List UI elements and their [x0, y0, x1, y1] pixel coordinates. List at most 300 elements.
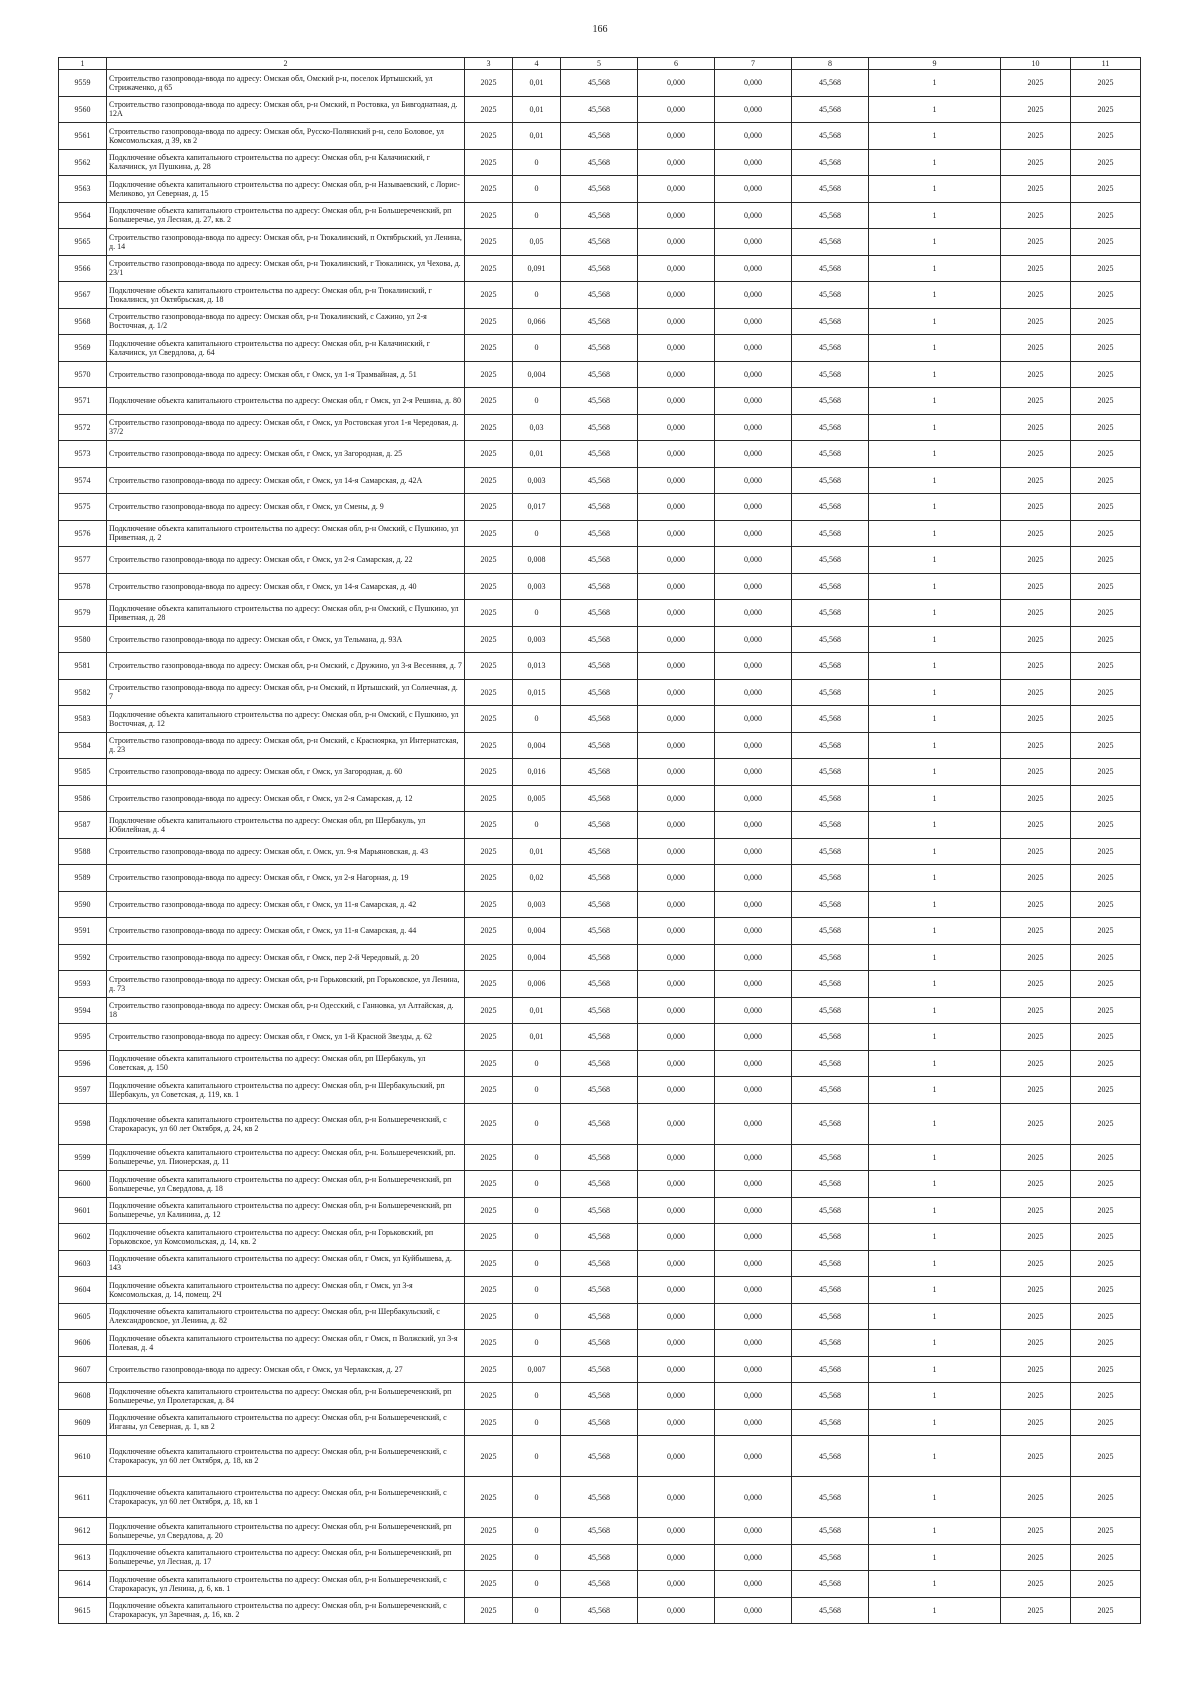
end-year-cell: 2025 [1071, 1383, 1141, 1410]
year-cell: 2025 [465, 1171, 513, 1198]
description-cell: Строительство газопровода-ввода по адресу: Омская обл, г Омск, ул 11-я Самарская, д. 42 [107, 891, 465, 918]
total-cell: 45,568 [792, 1597, 869, 1624]
start-year-cell: 2025 [1001, 944, 1071, 971]
cost-cell: 0,000 [638, 149, 715, 176]
cost-cell: 45,568 [561, 123, 638, 150]
cost-cell: 45,568 [561, 1144, 638, 1171]
row-number-cell: 9598 [59, 1103, 107, 1144]
length-cell: 0,066 [513, 308, 561, 335]
cost-cell: 45,568 [561, 149, 638, 176]
length-cell: 0 [513, 520, 561, 547]
start-year-cell: 2025 [1001, 255, 1071, 282]
cost-cell: 45,568 [561, 308, 638, 335]
cost-cell: 45,568 [561, 997, 638, 1024]
cost-cell: 0,000 [715, 1277, 792, 1304]
year-cell: 2025 [465, 865, 513, 892]
count-cell: 1 [869, 865, 1001, 892]
row-number-cell: 9583 [59, 706, 107, 733]
table-row [59, 547, 1141, 574]
row-number-cell: 9602 [59, 1224, 107, 1251]
count-cell: 1 [869, 679, 1001, 706]
start-year-cell: 2025 [1001, 361, 1071, 388]
count-cell: 1 [869, 653, 1001, 680]
table-row [59, 600, 1141, 627]
description-cell: Строительство газопровода-ввода по адресу: Омская обл, Омский р-н, поселок Иртышский, ул Стрижаченко, д 65 [107, 70, 465, 97]
description-cell: Подключение объекта капитального строительства по адресу: Омская обл, р-н Большереченский, с Старокарасук, ул Ленина, д. 6, кв. 1 [107, 1571, 465, 1598]
end-year-cell: 2025 [1071, 1171, 1141, 1198]
year-cell: 2025 [465, 1356, 513, 1383]
cost-cell: 45,568 [561, 1383, 638, 1410]
cost-cell: 0,000 [715, 1436, 792, 1477]
table-row [59, 706, 1141, 733]
table-row [59, 1303, 1141, 1330]
count-cell: 1 [869, 600, 1001, 627]
year-cell: 2025 [465, 335, 513, 362]
year-cell: 2025 [465, 971, 513, 998]
total-cell: 45,568 [792, 812, 869, 839]
table-row [59, 865, 1141, 892]
total-cell: 45,568 [792, 706, 869, 733]
year-cell: 2025 [465, 308, 513, 335]
cost-cell: 0,000 [638, 467, 715, 494]
cost-cell: 0,000 [715, 361, 792, 388]
end-year-cell: 2025 [1071, 123, 1141, 150]
length-cell: 0,008 [513, 547, 561, 574]
cost-cell: 0,000 [638, 1303, 715, 1330]
description-cell: Подключение объекта капитального строительства по адресу: Омская обл, р-н Большереченский, рп Большеречье, ул Свердлова, д. 18 [107, 1171, 465, 1198]
cost-cell: 0,000 [638, 759, 715, 786]
cost-cell: 0,000 [715, 202, 792, 229]
cost-cell: 45,568 [561, 1477, 638, 1518]
start-year-cell: 2025 [1001, 467, 1071, 494]
start-year-cell: 2025 [1001, 547, 1071, 574]
table-row [59, 1103, 1141, 1144]
cost-cell: 0,000 [715, 123, 792, 150]
end-year-cell: 2025 [1071, 1409, 1141, 1436]
row-number-cell: 9599 [59, 1144, 107, 1171]
total-cell: 45,568 [792, 1224, 869, 1251]
cost-cell: 45,568 [561, 388, 638, 415]
start-year-cell: 2025 [1001, 202, 1071, 229]
cost-cell: 0,000 [715, 1303, 792, 1330]
cost-cell: 45,568 [561, 1197, 638, 1224]
cost-cell: 45,568 [561, 1050, 638, 1077]
year-cell: 2025 [465, 1544, 513, 1571]
end-year-cell: 2025 [1071, 414, 1141, 441]
cost-cell: 0,000 [638, 335, 715, 362]
table-row [59, 1277, 1141, 1304]
length-cell: 0 [513, 1330, 561, 1357]
row-number-cell: 9573 [59, 441, 107, 468]
total-cell: 45,568 [792, 467, 869, 494]
row-number-cell: 9571 [59, 388, 107, 415]
description-cell: Строительство газопровода-ввода по адресу: Омская обл, р-н Горьковский, рп Горьковское, ул Ленина, д. 73 [107, 971, 465, 998]
year-cell: 2025 [465, 361, 513, 388]
description-cell: Подключение объекта капитального строительства по адресу: Омская обл, р-н Омский, с Пушкино, ул Приветная, д. 2 [107, 520, 465, 547]
year-cell: 2025 [465, 1518, 513, 1545]
length-cell: 0,004 [513, 361, 561, 388]
start-year-cell: 2025 [1001, 838, 1071, 865]
table-row [59, 679, 1141, 706]
row-number-cell: 9606 [59, 1330, 107, 1357]
cost-cell: 0,000 [715, 653, 792, 680]
table-row [59, 1024, 1141, 1051]
row-number-cell: 9563 [59, 176, 107, 203]
cost-cell: 45,568 [561, 1024, 638, 1051]
cost-cell: 45,568 [561, 1330, 638, 1357]
start-year-cell: 2025 [1001, 1224, 1071, 1251]
cost-cell: 45,568 [561, 1356, 638, 1383]
cost-cell: 0,000 [715, 388, 792, 415]
cost-cell: 0,000 [715, 229, 792, 256]
start-year-cell: 2025 [1001, 441, 1071, 468]
count-cell: 1 [869, 229, 1001, 256]
start-year-cell: 2025 [1001, 997, 1071, 1024]
cost-cell: 0,000 [638, 388, 715, 415]
length-cell: 0 [513, 1171, 561, 1198]
cost-cell: 45,568 [561, 759, 638, 786]
count-cell: 1 [869, 1477, 1001, 1518]
year-cell: 2025 [465, 1571, 513, 1598]
total-cell: 45,568 [792, 865, 869, 892]
cost-cell: 0,000 [638, 573, 715, 600]
cost-cell: 0,000 [638, 176, 715, 203]
year-cell: 2025 [465, 202, 513, 229]
end-year-cell: 2025 [1071, 653, 1141, 680]
table-row [59, 1518, 1141, 1545]
table-row [59, 971, 1141, 998]
length-cell: 0 [513, 149, 561, 176]
description-cell: Подключение объекта капитального строительства по адресу: Омская обл, р-н Большереченский, с Старокарасук, ул 60 лет Октября, д. 18, кв 2 [107, 1436, 465, 1477]
cost-cell: 45,568 [561, 918, 638, 945]
total-cell: 45,568 [792, 1171, 869, 1198]
cost-cell: 45,568 [561, 70, 638, 97]
description-cell: Подключение объекта капитального строительства по адресу: Омская обл, р-н Горьковский, рп Горьковское, ул Комсомольская, д. 14, кв. 2 [107, 1224, 465, 1251]
start-year-cell: 2025 [1001, 1197, 1071, 1224]
column-header: 2 [107, 58, 465, 70]
description-cell: Строительство газопровода-ввода по адресу: Омская обл, г Омск, ул 1-й Красной Звезды, д. 62 [107, 1024, 465, 1051]
length-cell: 0 [513, 1383, 561, 1410]
length-cell: 0,091 [513, 255, 561, 282]
count-cell: 1 [869, 282, 1001, 309]
count-cell: 1 [869, 706, 1001, 733]
year-cell: 2025 [465, 944, 513, 971]
year-cell: 2025 [465, 1436, 513, 1477]
description-cell: Строительство газопровода-ввода по адресу: Омская обл, г Омск, ул 11-я Самарская, д. 44 [107, 918, 465, 945]
table-row [59, 335, 1141, 362]
end-year-cell: 2025 [1071, 229, 1141, 256]
cost-cell: 0,000 [638, 1144, 715, 1171]
row-number-cell: 9567 [59, 282, 107, 309]
description-cell: Подключение объекта капитального строительства по адресу: Омская обл, р-н Омский, с Пушкино, ул Приветная, д. 28 [107, 600, 465, 627]
cost-cell: 0,000 [638, 971, 715, 998]
table-row [59, 149, 1141, 176]
length-cell: 0,003 [513, 467, 561, 494]
cost-cell: 0,000 [638, 1050, 715, 1077]
cost-cell: 0,000 [715, 971, 792, 998]
start-year-cell: 2025 [1001, 335, 1071, 362]
year-cell: 2025 [465, 414, 513, 441]
total-cell: 45,568 [792, 732, 869, 759]
cost-cell: 0,000 [715, 812, 792, 839]
end-year-cell: 2025 [1071, 1250, 1141, 1277]
description-cell: Подключение объекта капитального строительства по адресу: Омская обл, р-н Большереченский, с Старокарасук, ул 60 лет Октября, д. 18, кв 1 [107, 1477, 465, 1518]
year-cell: 2025 [465, 1277, 513, 1304]
count-cell: 1 [869, 1050, 1001, 1077]
table-row [59, 229, 1141, 256]
row-number-cell: 9562 [59, 149, 107, 176]
description-cell: Подключение объекта капитального строительства по адресу: Омская обл, г Омск, ул 2-я Решина, д. 80 [107, 388, 465, 415]
cost-cell: 0,000 [715, 759, 792, 786]
count-cell: 1 [869, 1436, 1001, 1477]
cost-cell: 0,000 [638, 918, 715, 945]
description-cell: Подключение объекта капитального строительства по адресу: Омская обл, г Омск, ул Куйбышева, д. 143 [107, 1250, 465, 1277]
start-year-cell: 2025 [1001, 706, 1071, 733]
count-cell: 1 [869, 1224, 1001, 1251]
cost-cell: 45,568 [561, 891, 638, 918]
column-header: 5 [561, 58, 638, 70]
row-number-cell: 9566 [59, 255, 107, 282]
length-cell: 0 [513, 1477, 561, 1518]
start-year-cell: 2025 [1001, 70, 1071, 97]
cost-cell: 45,568 [561, 1436, 638, 1477]
count-cell: 1 [869, 1571, 1001, 1598]
count-cell: 1 [869, 414, 1001, 441]
description-cell: Подключение объекта капитального строительства по адресу: Омская обл, р-н Шербакульский, рп Шербакуль, ул Советская, д. 119, кв. 1 [107, 1077, 465, 1104]
table-row [59, 1330, 1141, 1357]
start-year-cell: 2025 [1001, 1597, 1071, 1624]
end-year-cell: 2025 [1071, 1050, 1141, 1077]
length-cell: 0,03 [513, 414, 561, 441]
end-year-cell: 2025 [1071, 785, 1141, 812]
total-cell: 45,568 [792, 1383, 869, 1410]
cost-cell: 0,000 [715, 1024, 792, 1051]
start-year-cell: 2025 [1001, 865, 1071, 892]
total-cell: 45,568 [792, 1330, 869, 1357]
cost-cell: 0,000 [715, 1224, 792, 1251]
cost-cell: 0,000 [715, 918, 792, 945]
count-cell: 1 [869, 1330, 1001, 1357]
row-number-cell: 9615 [59, 1597, 107, 1624]
cost-cell: 0,000 [638, 70, 715, 97]
year-cell: 2025 [465, 1077, 513, 1104]
column-header: 10 [1001, 58, 1071, 70]
table-row [59, 918, 1141, 945]
table-row [59, 1077, 1141, 1104]
length-cell: 0 [513, 1518, 561, 1545]
row-number-cell: 9584 [59, 732, 107, 759]
count-cell: 1 [869, 918, 1001, 945]
description-cell: Строительство газопровода-ввода по адресу: Омская обл, г Омск, ул Тельмана, д. 93А [107, 626, 465, 653]
count-cell: 1 [869, 1197, 1001, 1224]
count-cell: 1 [869, 785, 1001, 812]
length-cell: 0,004 [513, 944, 561, 971]
length-cell: 0 [513, 388, 561, 415]
count-cell: 1 [869, 1024, 1001, 1051]
cost-cell: 0,000 [638, 308, 715, 335]
cost-cell: 0,000 [638, 1024, 715, 1051]
cost-cell: 0,000 [638, 1597, 715, 1624]
row-number-cell: 9605 [59, 1303, 107, 1330]
length-cell: 0 [513, 1144, 561, 1171]
end-year-cell: 2025 [1071, 865, 1141, 892]
start-year-cell: 2025 [1001, 1436, 1071, 1477]
cost-cell: 45,568 [561, 282, 638, 309]
total-cell: 45,568 [792, 1303, 869, 1330]
cost-cell: 45,568 [561, 1544, 638, 1571]
cost-cell: 45,568 [561, 441, 638, 468]
count-cell: 1 [869, 149, 1001, 176]
table-row [59, 308, 1141, 335]
end-year-cell: 2025 [1071, 547, 1141, 574]
start-year-cell: 2025 [1001, 229, 1071, 256]
year-cell: 2025 [465, 1409, 513, 1436]
year-cell: 2025 [465, 282, 513, 309]
length-cell: 0,01 [513, 838, 561, 865]
length-cell: 0,05 [513, 229, 561, 256]
cost-cell: 0,000 [715, 838, 792, 865]
length-cell: 0,02 [513, 865, 561, 892]
table-row [59, 1224, 1141, 1251]
row-number-cell: 9609 [59, 1409, 107, 1436]
row-number-cell: 9564 [59, 202, 107, 229]
count-cell: 1 [869, 971, 1001, 998]
cost-cell: 0,000 [638, 1103, 715, 1144]
start-year-cell: 2025 [1001, 1050, 1071, 1077]
row-number-cell: 9569 [59, 335, 107, 362]
cost-cell: 0,000 [638, 547, 715, 574]
year-cell: 2025 [465, 494, 513, 521]
year-cell: 2025 [465, 96, 513, 123]
start-year-cell: 2025 [1001, 176, 1071, 203]
length-cell: 0,005 [513, 785, 561, 812]
cost-cell: 0,000 [638, 1197, 715, 1224]
total-cell: 45,568 [792, 891, 869, 918]
total-cell: 45,568 [792, 944, 869, 971]
table-row [59, 1383, 1141, 1410]
cost-cell: 0,000 [638, 255, 715, 282]
year-cell: 2025 [465, 918, 513, 945]
count-cell: 1 [869, 308, 1001, 335]
total-cell: 45,568 [792, 626, 869, 653]
length-cell: 0,01 [513, 441, 561, 468]
row-number-cell: 9603 [59, 1250, 107, 1277]
row-number-cell: 9570 [59, 361, 107, 388]
cost-cell: 45,568 [561, 626, 638, 653]
count-cell: 1 [869, 626, 1001, 653]
start-year-cell: 2025 [1001, 520, 1071, 547]
description-cell: Подключение объекта капитального строительства по адресу: Омская обл, р-н Омский, с Пушкино, ул Восточная, д. 12 [107, 706, 465, 733]
year-cell: 2025 [465, 573, 513, 600]
cost-cell: 45,568 [561, 255, 638, 282]
row-number-cell: 9601 [59, 1197, 107, 1224]
total-cell: 45,568 [792, 1571, 869, 1598]
length-cell: 0,015 [513, 679, 561, 706]
table-row [59, 1436, 1141, 1477]
description-cell: Строительство газопровода-ввода по адресу: Омская обл, р-н Омский, п Ростовка, ул Бивгоднатная, д. 12А [107, 96, 465, 123]
length-cell: 0 [513, 282, 561, 309]
end-year-cell: 2025 [1071, 732, 1141, 759]
end-year-cell: 2025 [1071, 70, 1141, 97]
description-cell: Строительство газопровода-ввода по адресу: Омская обл, г Омск, ул 14-я Самарская, д. 40 [107, 573, 465, 600]
cost-cell: 45,568 [561, 520, 638, 547]
count-cell: 1 [869, 944, 1001, 971]
length-cell: 0,016 [513, 759, 561, 786]
start-year-cell: 2025 [1001, 1571, 1071, 1598]
total-cell: 45,568 [792, 1356, 869, 1383]
description-cell: Строительство газопровода-ввода по адресу: Омская обл, г Омск, ул 2-я Нагорная, д. 19 [107, 865, 465, 892]
end-year-cell: 2025 [1071, 812, 1141, 839]
total-cell: 45,568 [792, 202, 869, 229]
count-cell: 1 [869, 335, 1001, 362]
year-cell: 2025 [465, 838, 513, 865]
end-year-cell: 2025 [1071, 891, 1141, 918]
table-row [59, 1171, 1141, 1198]
cost-cell: 0,000 [715, 494, 792, 521]
row-number-cell: 9579 [59, 600, 107, 627]
length-cell: 0 [513, 202, 561, 229]
count-cell: 1 [869, 96, 1001, 123]
description-cell: Подключение объекта капитального строительства по адресу: Омская обл, рп Шербакуль, ул Советская, д. 150 [107, 1050, 465, 1077]
cost-cell: 45,568 [561, 732, 638, 759]
end-year-cell: 2025 [1071, 1571, 1141, 1598]
description-cell: Подключение объекта капитального строительства по адресу: Омская обл, г Омск, ул 3-я Комсомольская, д. 14, помещ. 2Ч [107, 1277, 465, 1304]
count-cell: 1 [869, 494, 1001, 521]
description-cell: Подключение объекта капитального строительства по адресу: Омская обл, р-н Большереченский, рп Большеречье, ул Калинина, д. 12 [107, 1197, 465, 1224]
year-cell: 2025 [465, 149, 513, 176]
cost-cell: 45,568 [561, 944, 638, 971]
length-cell: 0,007 [513, 1356, 561, 1383]
row-number-cell: 9561 [59, 123, 107, 150]
description-cell: Подключение объекта капитального строительства по адресу: Омская обл, р-н Калачинский, г Калачинск, ул Пушкина, д. 28 [107, 149, 465, 176]
description-cell: Строительство газопровода-ввода по адресу: Омская обл, г Омск, ул Загородная, д. 25 [107, 441, 465, 468]
cost-cell: 0,000 [638, 997, 715, 1024]
length-cell: 0,01 [513, 96, 561, 123]
row-number-cell: 9604 [59, 1277, 107, 1304]
start-year-cell: 2025 [1001, 308, 1071, 335]
cost-cell: 0,000 [638, 891, 715, 918]
year-cell: 2025 [465, 1224, 513, 1251]
total-cell: 45,568 [792, 918, 869, 945]
start-year-cell: 2025 [1001, 1356, 1071, 1383]
length-cell: 0,003 [513, 573, 561, 600]
cost-cell: 45,568 [561, 335, 638, 362]
count-cell: 1 [869, 1171, 1001, 1198]
row-number-cell: 9578 [59, 573, 107, 600]
cost-cell: 0,000 [638, 361, 715, 388]
table-row [59, 467, 1141, 494]
table-row [59, 1050, 1141, 1077]
total-cell: 45,568 [792, 653, 869, 680]
start-year-cell: 2025 [1001, 653, 1071, 680]
description-cell: Подключение объекта капитального строительства по адресу: Омская обл, р-н Большереченский, рп Большеречье, ул Лесная, д. 17 [107, 1544, 465, 1571]
count-cell: 1 [869, 1409, 1001, 1436]
count-cell: 1 [869, 1277, 1001, 1304]
end-year-cell: 2025 [1071, 202, 1141, 229]
start-year-cell: 2025 [1001, 785, 1071, 812]
column-header: 8 [792, 58, 869, 70]
total-cell: 45,568 [792, 785, 869, 812]
count-cell: 1 [869, 759, 1001, 786]
total-cell: 45,568 [792, 229, 869, 256]
length-cell: 0 [513, 1571, 561, 1598]
start-year-cell: 2025 [1001, 414, 1071, 441]
end-year-cell: 2025 [1071, 441, 1141, 468]
year-cell: 2025 [465, 626, 513, 653]
cost-cell: 0,000 [638, 944, 715, 971]
table-row [59, 414, 1141, 441]
row-number-cell: 9581 [59, 653, 107, 680]
